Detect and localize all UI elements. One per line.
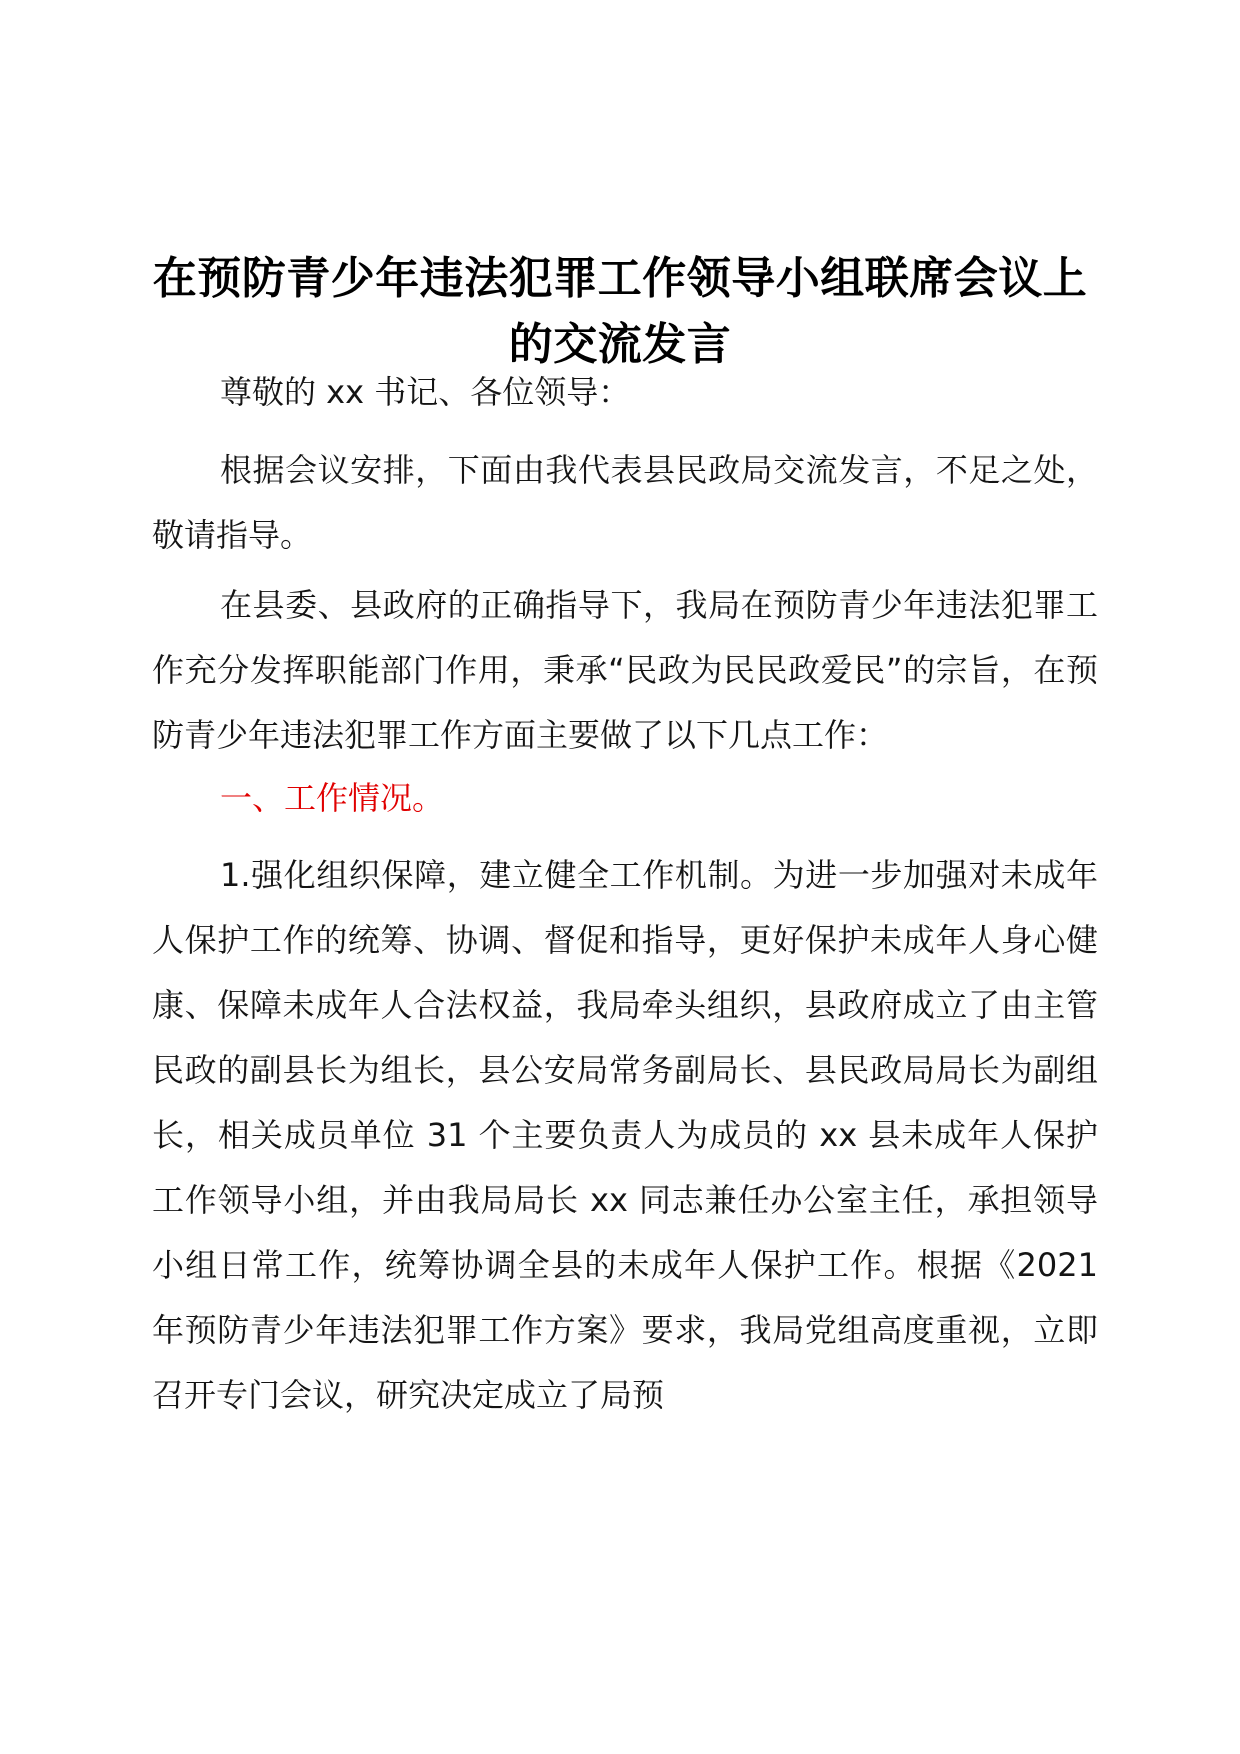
overview-paragraph: 在县委、县政府的正确指导下，我局在预防青少年违法犯罪工作充分发挥职能部门作用，秉承“民政为民民政爱民”的宗旨，在预防青少年违法犯罪工作方面主要做了以下几点工作： <box>152 586 1098 754</box>
section-heading: 一、工作情况。 <box>220 779 445 817</box>
intro-paragraph: 根据会议安排，下面由我代表县民政局交流发言，不足之处，敬请指导。 <box>152 451 1098 554</box>
point-1-paragraph: 1.强化组织保障，建立健全工作机制。为进一步加强对未成年人保护工作的统筹、协调、督促和指导，更好保护未成年人身心健康、保障未成年人合法权益，我局牵头组织，县政府成立了由主管民政的副县长为组长，县公安局常务副局长、县民政局局长为副组长，相关成员单位 31 个主要负责人为成员的 xx 县未成年人保护工作领导小组，并由我局局长 xx 同志兼任办公室主任，承担领导小组日常工作，统筹协调全县的未成年人保护工作。根据《2021 年预防青少年违法犯罪工作方案》要求，我局党组高度重视，立即召开专门会议，研究决定成立了局预 <box>152 856 1098 1414</box>
document-title: 在预防青少年违法犯罪工作领导小组联席会议上的交流发言 <box>152 253 1088 370</box>
salutation: 尊敬的 xx 书记、各位领导： <box>220 373 631 411</box>
